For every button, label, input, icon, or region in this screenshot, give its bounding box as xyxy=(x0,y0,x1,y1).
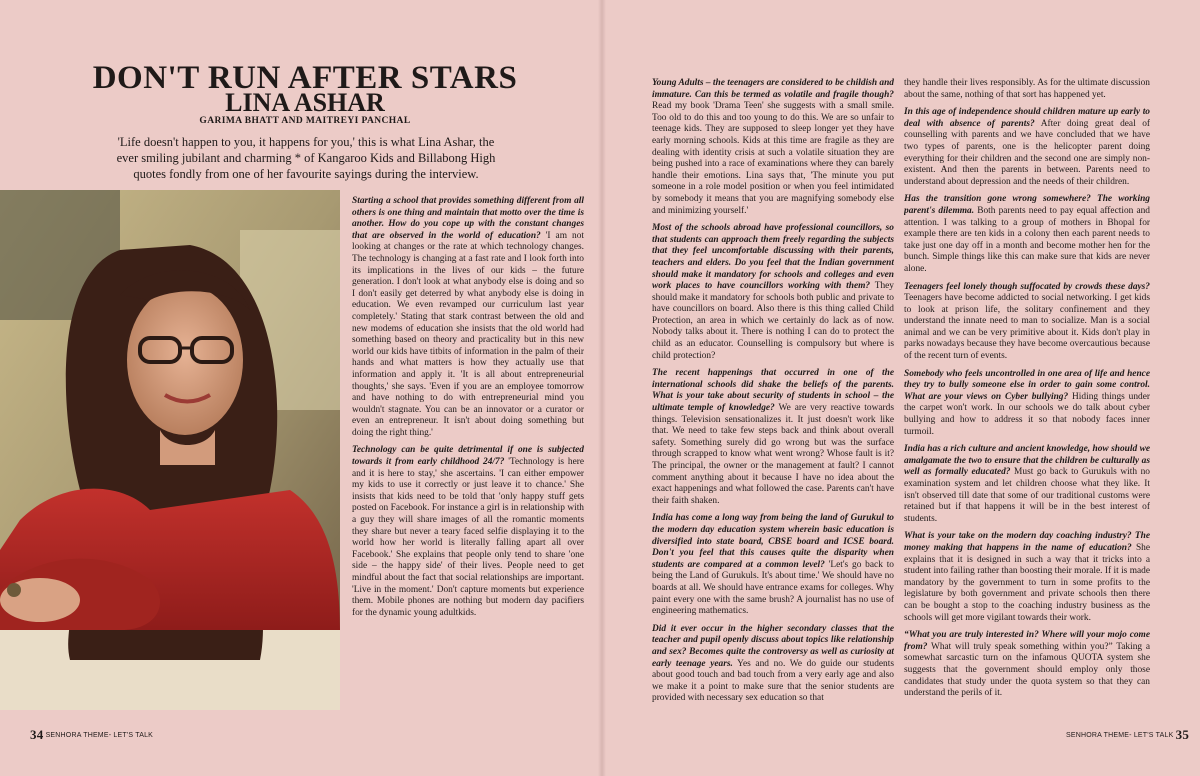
interview-question: Most of the schools abroad have professional councillors, so that students can approach them freely regarding the subjects that they feel uncomfortable discussing with their parents, teachers and elders. Do you feel that the Indian government should make it mandatory for schools and colleges and even work places to have councillors working with them? xyxy=(652,223,894,292)
qa-paragraph xyxy=(904,282,1150,363)
interview-question: In this age of independence should children mature up early to deal with absence of parents? xyxy=(904,107,1150,129)
interview-question: “What you are truly interested in? Where will your mojo come from? xyxy=(904,630,1150,652)
interview-question: Has the transition gone wrong somewhere? The working parent's dilemma. xyxy=(904,194,1150,216)
page-number-right: 35 xyxy=(1175,727,1190,742)
interview-question: The recent happenings that occurred in one of the international schools did shake the beliefs of the parents. What is your take about security of students in school – the ultimate temple of knowledge? xyxy=(652,368,894,414)
article-byline: GARIMA BHATT AND MAITREYI PANCHAL xyxy=(199,116,411,126)
interview-answer: they handle their lives responsibly. As for the ultimate discussion about the same, nothing of that sort has happened yet. xyxy=(904,78,1150,100)
portrait-photo xyxy=(0,190,340,710)
interview-answer: 'Technology is here and it is here to stay,' she ascertains. 'I can either empower my kids to use it correctly or just leave it to chance.' She insists that kids need to be told that 'only happy stuff gets posted on Facebook. For instance a girl is in relationship with a guy they will share images of all the romantic moments they share but never a teary faced selfie displaying it to the world how her world is literally falling apart all over Facebook.' She explains that people only tend to share 'one side – the happy side' of their lives. People need to get mindful about the fact that social relationships are important. 'Live in the moment.' Don't capture moments but experience them. Mobile phones are nothing but modern day pacifiers for the dynamic young adultkids. xyxy=(352,457,584,618)
interview-answer: Read my book 'Drama Teen' she suggests with a small smile. Too old to do this and too young to do this. We are so unfair to teenage kids. They are supposed to sleep longer yet they have early morning schools. Kids at this time are fragile as they are dealing with identity crisis at such a volatile situation they are being pushed into a race of examinations where they can barely handle their emotions. Lina says that, 'The minute you put someone in a role model position or when you feel intimidated by somebody it means that you are magnifying somebody else and minimizing yourself.' xyxy=(652,101,894,216)
interview-question: India has come a long way from being the land of Gurukul to the modern day education system wherein basic education is diversified into state board, CBSE board and ICSE board. Don't you feel that this causes quite the disparity when students are compared at a common level? xyxy=(652,513,894,570)
qa-paragraph xyxy=(904,107,1150,188)
qa-paragraph xyxy=(904,531,1150,624)
qa-paragraph xyxy=(352,445,584,619)
interview-answer: After doing great deal of counselling with parents and we have concluded that we have two types of parents, one is the helicopter parent doing everything for their children and the second one are simply non-existent. And then the parents in between. Parents need to understand about depression and the needs of their children. xyxy=(904,118,1150,187)
interview-question: Starting a school that provides something different from all others is one thing and maintain that motto over the time is another. How do you cope up with the constant changes that are observed in the world of education? xyxy=(352,196,584,241)
qa-paragraph xyxy=(652,368,894,507)
interview-answer: Yes and no. We do guide our students about good touch and bad touch from a very early age and also we make it a point to make sure that the senior students are provided with necessary sex education so that xyxy=(652,658,894,704)
qa-paragraph xyxy=(904,444,1150,525)
interview-answer: Must go back to Gurukuls with no examination system and let children choose what they like. It isn't observed till date that some of our traditional customs were retained but if that happens it will be in the best interest of students. xyxy=(904,467,1150,524)
qa-paragraph xyxy=(904,369,1150,439)
footer-right xyxy=(1066,727,1189,743)
qa-paragraph xyxy=(652,78,894,217)
interview-answer: 'Let's go back to being the Land of Gurukuls. It's about time.' We should have no boards at all. We should have entrance exams for colleges. Why paint every one with the same brush? A journalist has no use of engineering mathematics. xyxy=(652,559,894,617)
footer-section-right: SENHORA THEME- LET'S TALK xyxy=(1066,732,1174,739)
interview-question: Did it ever occur in the higher secondary classes that the teacher and pupil openly discuss about topics like relationship and sex? Becomes quite the controversy as well as curiosity at early teenage years. xyxy=(652,623,894,669)
footer-left xyxy=(30,727,153,743)
article-title: DON'T RUN AFTER STARS xyxy=(92,60,518,96)
page-number-left: 34 xyxy=(30,727,44,742)
qa-paragraph xyxy=(652,513,894,617)
interview-question: Technology can be quite detrimental if one is subjected towards it from early childhood 24/7? xyxy=(352,445,584,468)
article-column-3 xyxy=(904,78,1150,711)
interview-answer: Teenagers have become addicted to social networking. I get kids to look at prison life, the solitary confinement and they understand the innate need to man to socialize. Man is a social animal and we can be very primitive about it. Kids don't play in parks nowadays because they have become overcautious because of the recent turn of events. xyxy=(904,293,1150,362)
interview-answer: Hiding things under the carpet won't work. In our schools we do talk about cyber bullying and how to address it so that nobody faces inner turmoil. xyxy=(904,391,1150,437)
article-intro: 'Life doesn't happen to you, it happens for you,' this is what Lina Ashar, the ever smiling jubilant and charming * of Kangaroo Kids and Billabong High quotes fondly from one of her favourite sayings during the interview. xyxy=(116,135,496,181)
interview-question: Somebody who feels uncontrolled in one area of life and hence they try to bully someone else in order to gain some control. What are your views on Cyber bullying? xyxy=(904,368,1150,402)
interview-question: Young Adults – the teenagers are considered to be childish and immature. Can this be termed as volatile and fragile though? xyxy=(652,78,894,100)
interview-question: Teenagers feel lonely though suffocated by crowds these days? xyxy=(904,281,1150,292)
interview-answer: 'I am not looking at changes or the rate at which technology changes. The technology is changing at a fast rate and I look forth into its implications in the lives of our kids – the future generation. I don't look at what anybody else is doing and so I don't easily get deterred by what anybody else is doing in education. We even revamped our curriculum last year completely.' Stating that stark contrast between the old and new modems of education she insists that the old world had something based on theory and practicality but in this new world our kids have titbits of information in the palm of their hands and what matters is how they actually use that information and apply it. 'It is all about entrepreneurial thoughts,' she says. 'Even if you are an employee tomorrow and have nothing to do with entrepreneurial mind you wouldn't stagnate. You can be an innovator or a curator or even an entrepreneur. It isn't about doing something but doing the right thing.' xyxy=(352,230,584,438)
qa-paragraph xyxy=(904,630,1150,700)
qa-paragraph xyxy=(904,194,1150,275)
footer-section-left: SENHORA THEME- LET'S TALK xyxy=(45,732,154,739)
qa-paragraph xyxy=(904,78,1150,101)
interview-answer: What will truly speak something within you?” Taking a somewhat sarcastic turn on the infamous QUOTA system she suggests that the government should employ only those candidates that study under the quota system so that they can understand the perils of it. xyxy=(904,641,1150,699)
page-gutter xyxy=(598,0,606,776)
article-column-1 xyxy=(352,196,584,711)
interview-answer: They should make it mandatory for schools both public and private to have councillors on board. Also there is this thing called Child Protection, an area in which we certainly do lack as of now. Nobody talks about it. There is nothing I can do to protect the child as an educator. Counselling is compulsory but where is child protection? xyxy=(652,281,894,361)
interview-answer: Both parents need to pay equal affection and attention. I was talking to a group of mothers in Bhopal for example there are ten kids in a colony then each parent needs to take just one day off in a month and become mother hen for the bunch. Simple things like this can make sure that kids are never alone. xyxy=(904,205,1150,274)
qa-paragraph xyxy=(652,223,894,362)
portrait-illustration xyxy=(0,190,340,710)
interview-answer: We are very reactive towards things. Television sensationalizes it. It just doesn't work like that. We need to take few steps back and think about overall safety. Something surely did go wrong but was the surface through scrapped to know what went wrong? Whose fault is it? The principal, the owner or the management at fault? I cannot comment anything about it because I have no idea about the exact happenings and what followed the case. Parents can't have their faith shaken. xyxy=(652,403,894,506)
article-subtitle: LINA ASHAR xyxy=(225,88,385,117)
article-column-2 xyxy=(652,78,894,711)
qa-paragraph xyxy=(352,196,584,439)
interview-answer: She explains that it is designed in such a way that it tricks into a student into failing rather than boosting their morale. If it is made mandatory by the government to turn in some profits to the legislature by both government and private schools then there can be bought a stop to the coaching industry business as the schools will get more vigilant towards their work. xyxy=(904,542,1150,623)
qa-paragraph xyxy=(652,624,894,705)
interview-question: What is your take on the modern day coaching industry? The money making that happens in the name of education? xyxy=(904,531,1150,553)
interview-question: India has a rich culture and ancient knowledge, how should we amalgamate the two to ensure that the children be culturally as well as formally educated? xyxy=(904,444,1150,478)
